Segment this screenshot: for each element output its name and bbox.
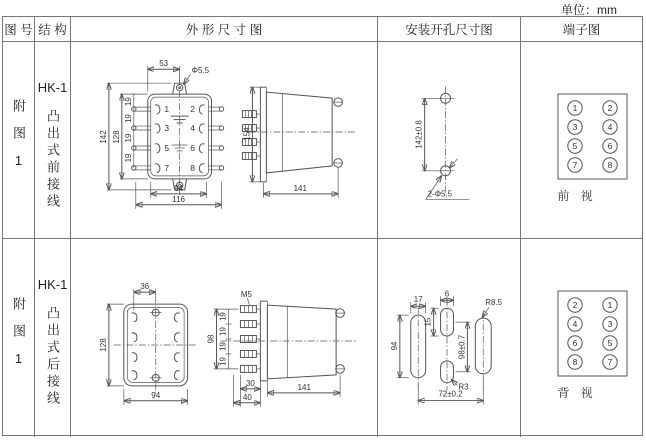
contact-symbol — [132, 313, 137, 322]
dim-19b-4: 19 — [218, 356, 228, 366]
dim-6: 6 — [444, 289, 450, 299]
terminal-circle: 8 — [572, 357, 578, 367]
dim-19-3: 19 — [123, 133, 133, 142]
dim-m5: M5 — [240, 290, 252, 300]
contact-symbol — [199, 104, 204, 113]
dim-19-4: 19 — [123, 153, 133, 162]
terminal-circle: 2 — [607, 102, 613, 113]
dim-hole: Φ5.5 — [191, 65, 210, 75]
row2-outline-cell — [71, 239, 378, 437]
terminal-circle: 8 — [607, 159, 613, 170]
row1-model: HK-1 — [37, 80, 68, 95]
dim-72: 72±0.2 — [438, 389, 463, 399]
install-drawing-front-wiring — [378, 42, 520, 239]
header-install-label: 安装开孔尺寸图 — [405, 23, 493, 37]
front-terminal-8: 8 — [190, 162, 195, 173]
outline-drawing-rear-wiring — [71, 239, 377, 437]
header-terminal — [521, 17, 642, 42]
header-outline — [71, 17, 378, 42]
dim-141: 141 — [293, 183, 307, 193]
dim-94: 94 — [174, 183, 184, 193]
row2-install-cell — [378, 239, 521, 437]
front-terminal-2: 2 — [190, 103, 195, 114]
front-terminal-7: 7 — [164, 162, 170, 173]
terminal-circle: 6 — [572, 338, 578, 348]
relay-body-side-rear — [221, 301, 358, 381]
dim-r3: R3 — [458, 382, 469, 392]
dim-98: 98 — [206, 334, 216, 344]
terminal-diagram-rear — [521, 239, 642, 437]
dim-19-1: 19 — [123, 96, 133, 106]
front-terminal-5: 5 — [164, 142, 170, 153]
front-terminal-4: 4 — [190, 122, 195, 133]
dim-19b-1: 19 — [218, 312, 228, 322]
dim-15: 15 — [423, 317, 433, 327]
header-structure-label: 结 构 — [38, 23, 67, 37]
header-install — [378, 17, 521, 42]
terminal-diagram-front — [521, 42, 642, 239]
dim-128b: 128 — [98, 338, 108, 352]
unit-label: 单位：mm — [561, 3, 617, 17]
terminal-row-4 — [132, 162, 224, 172]
terminal-circle: 2 — [572, 300, 578, 310]
dim-128: 128 — [111, 129, 121, 144]
terminal-circle: 5 — [607, 338, 613, 348]
install-drawing-rear-wiring — [378, 239, 520, 437]
front-terminal-1: 1 — [164, 103, 170, 114]
terminal-circle: 1 — [572, 102, 578, 113]
terminal-circle: 7 — [607, 357, 613, 367]
row1-terminal-cell — [521, 42, 642, 239]
dim-53: 53 — [159, 58, 169, 68]
front-terminal-6: 6 — [190, 142, 195, 153]
terminal-circle: 7 — [572, 159, 578, 170]
row1-fig-no-cell — [3, 42, 35, 239]
row2-structure-cell — [35, 239, 71, 437]
row2-model: HK-1 — [37, 277, 68, 292]
terminal-stud-m5 — [240, 306, 260, 373]
contact-symbol — [155, 104, 160, 113]
dim-19b-2: 19 — [218, 327, 228, 336]
view-caption-rear: 背 视 — [557, 386, 597, 400]
header-structure — [35, 17, 71, 42]
view-caption-front: 前 视 — [557, 188, 597, 203]
dim-94c: 94 — [389, 341, 399, 351]
outline-drawing-front-wiring — [71, 42, 377, 239]
header-outline-label: 外 形 尺 寸 图 — [185, 23, 263, 37]
header-fig-no — [3, 17, 35, 42]
dim-r85: R8.5 — [485, 298, 503, 308]
row1-structure: 凸出式前接线 — [45, 109, 60, 211]
dim-154: 154 — [242, 126, 252, 141]
dim-40: 40 — [242, 392, 252, 402]
relay-body-side — [242, 87, 355, 182]
dimension-table — [2, 16, 643, 436]
header-terminal-label: 端子图 — [562, 23, 601, 37]
header-fig-no-label: 图 号 — [4, 23, 33, 37]
terminal-row-1 — [132, 104, 224, 114]
dim-141b: 141 — [297, 382, 311, 392]
row2-structure: 凸出式后接线 — [45, 306, 60, 408]
row1-install-cell — [378, 42, 521, 239]
row1-outline-cell — [71, 42, 378, 239]
row2-fig-no-cell — [3, 239, 35, 437]
terminal-circle: 4 — [607, 121, 613, 132]
terminal-circle: 3 — [572, 121, 578, 132]
terminal-circle: 5 — [572, 140, 578, 151]
dim-30: 30 — [245, 378, 255, 388]
contact-symbol — [174, 313, 179, 322]
row1-structure-cell — [35, 42, 71, 239]
terminal-circle: 6 — [607, 140, 613, 151]
dim-142: 142 — [98, 129, 108, 144]
dim-holes-label: 2-Φ5.5 — [427, 189, 453, 199]
dim-19b-3: 19 — [218, 342, 228, 351]
row2-fig-no: 附图1 — [11, 296, 26, 380]
terminal-circle: 4 — [572, 319, 578, 329]
dim-94b: 94 — [151, 390, 161, 400]
terminal-circle: 1 — [607, 300, 613, 310]
dim-98-07: 98±0.7 — [457, 334, 467, 360]
terminal-circle: 3 — [607, 319, 613, 329]
dim-116: 116 — [172, 194, 186, 204]
terminal-row-2 — [132, 123, 224, 133]
row2-terminal-cell — [521, 239, 642, 437]
front-terminal-3: 3 — [164, 122, 170, 133]
dim-36: 36 — [140, 282, 150, 292]
dim-hole-pitch: 142±0.8 — [414, 119, 424, 149]
dim-19-2: 19 — [123, 113, 133, 123]
row1-fig-no: 附图1 — [11, 98, 26, 182]
dim-17: 17 — [413, 295, 423, 305]
